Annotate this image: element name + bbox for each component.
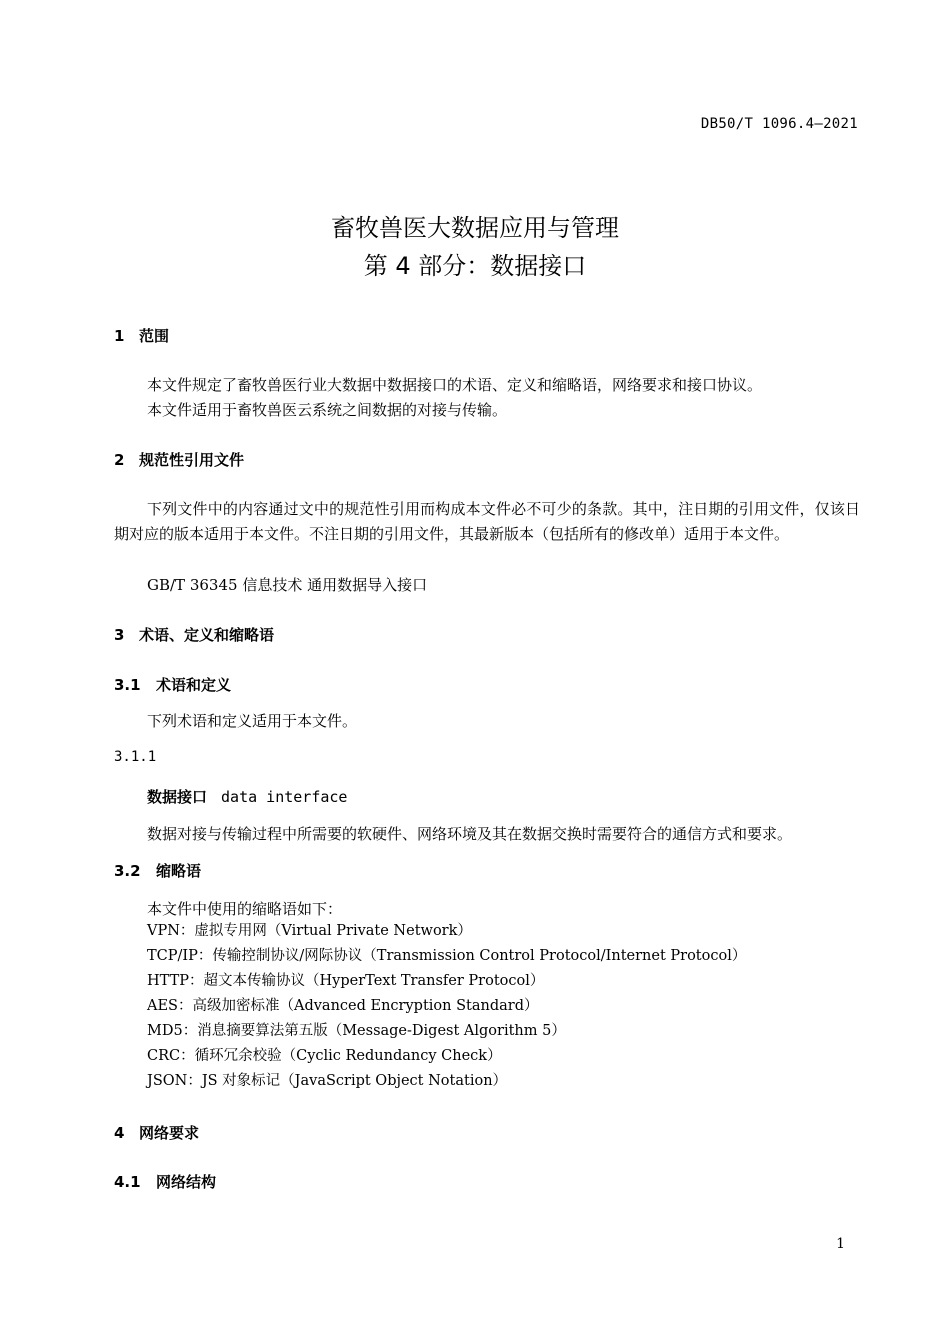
abbreviation-item: CRC：循环冗余校验（Cyclic Redundancy Check） xyxy=(147,1048,502,1064)
abbreviation-item: HTTP：超文本传输协议（HyperText Transfer Protocol） xyxy=(147,973,545,989)
section-3-1-heading xyxy=(114,674,231,695)
section-number: 1 xyxy=(114,327,125,345)
section-4-1-heading xyxy=(114,1171,216,1192)
section-number: 3 xyxy=(114,626,125,644)
section-title: 范围 xyxy=(139,327,170,345)
section-title: 网络要求 xyxy=(139,1124,200,1142)
section-1-paragraph-2: 本文件适用于畜牧兽医云系统之间数据的对接与传输。 xyxy=(147,401,508,419)
page-number: 1 xyxy=(836,1236,845,1252)
section-title: 网络结构 xyxy=(156,1173,217,1191)
section-3-1-1-number: 3.1.1 xyxy=(114,749,157,765)
section-number: 4 xyxy=(114,1124,125,1142)
abbreviation-item: JSON：JS 对象标记（JavaScript Object Notation） xyxy=(147,1073,508,1089)
section-3-2-heading xyxy=(114,860,201,881)
document-title: 畜牧兽医大数据应用与管理 xyxy=(331,214,619,242)
section-number: 3.1 xyxy=(114,676,141,694)
section-title: 术语和定义 xyxy=(156,676,232,694)
section-number: 4.1 xyxy=(114,1173,141,1191)
section-number: 3.2 xyxy=(114,862,141,880)
abbreviation-list xyxy=(147,919,746,1094)
abbreviation-item: MD5：消息摘要算法第五版（Message-Digest Algorithm 5） xyxy=(147,1023,566,1039)
section-2-heading xyxy=(114,449,244,470)
abbreviations-intro: 本文件中使用的缩略语如下： xyxy=(147,900,343,918)
section-title: 规范性引用文件 xyxy=(139,451,245,469)
term-definition: 数据对接与传输过程中所需要的软硬件、网络环境及其在数据交换时需要符合的通信方式和要求。 xyxy=(147,825,793,843)
normative-reference: GB/T 36345 信息技术 通用数据导入接口 xyxy=(147,576,428,594)
section-title: 术语、定义和缩略语 xyxy=(139,626,275,644)
term-english: data interface xyxy=(221,788,348,806)
section-number: 2 xyxy=(114,451,125,469)
section-2-paragraph: 下列文件中的内容通过文中的规范性引用而构成本文件必不可少的条款。其中，注日期的引用文件，仅该日期对应的版本适用于本文件。不注日期的引用文件，其最新版本（包括所有的修改单）适用于本文件。 xyxy=(114,500,860,543)
section-3-1-intro: 下列术语和定义适用于本文件。 xyxy=(147,712,358,730)
section-1-paragraph-1: 本文件规定了畜牧兽医行业大数据中数据接口的术语、定义和缩略语，网络要求和接口协议。 xyxy=(147,376,763,394)
abbreviation-item: AES：高级加密标准（Advanced Encryption Standard） xyxy=(147,998,539,1014)
term-chinese: 数据接口 xyxy=(147,788,208,806)
document-code: DB50/T 1096.4—2021 xyxy=(700,116,858,132)
section-title: 缩略语 xyxy=(156,862,202,880)
section-3-heading xyxy=(114,624,274,645)
abbreviation-item: TCP/IP：传输控制协议/网际协议（Transmission Control Protocol/Internet Protocol） xyxy=(147,948,747,964)
section-4-heading xyxy=(114,1122,199,1143)
section-1-heading xyxy=(114,325,169,346)
document-subtitle: 第 4 部分：数据接口 xyxy=(363,252,587,280)
term-entry xyxy=(147,786,347,807)
abbreviation-item: VPN：虚拟专用网（Virtual Private Network） xyxy=(147,923,472,939)
